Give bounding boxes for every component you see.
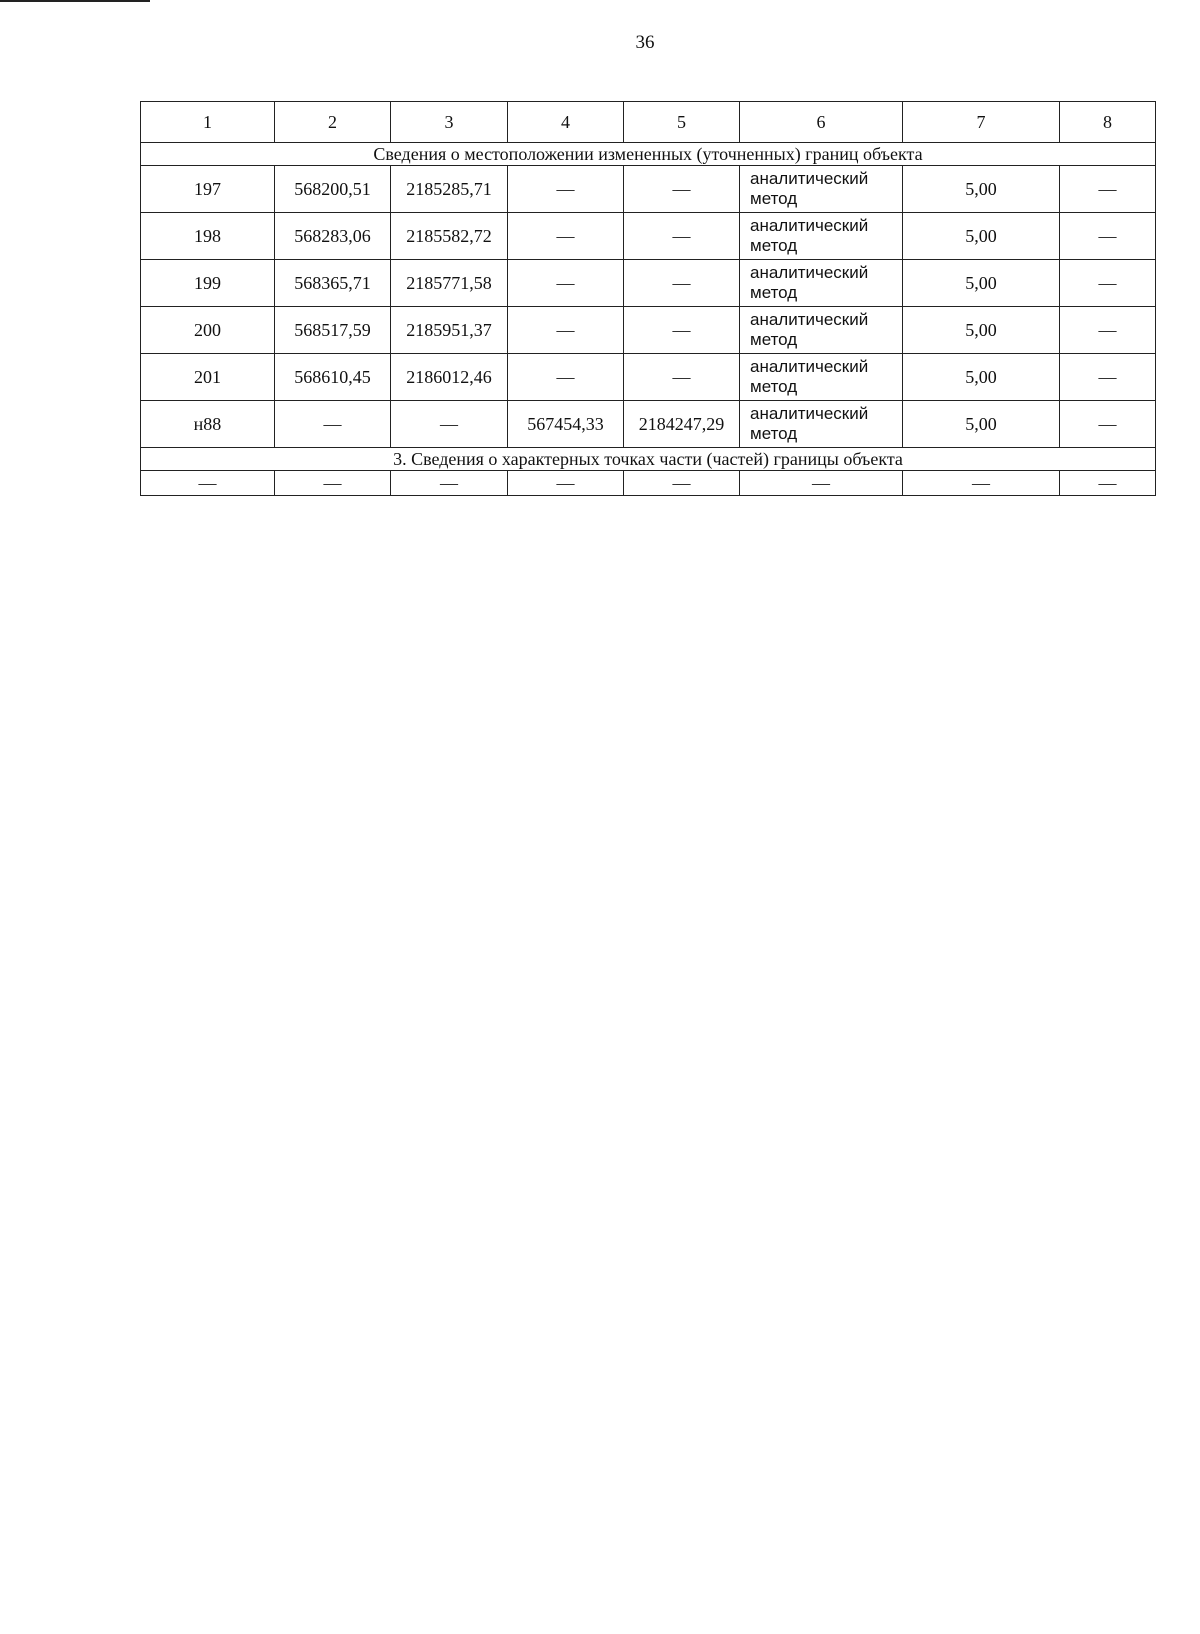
existing-x: 568610,45 <box>275 354 391 401</box>
column-number: 7 <box>903 102 1060 143</box>
column-number: 6 <box>740 102 903 143</box>
existing-x: 568200,51 <box>275 166 391 213</box>
new-x: — <box>508 260 624 307</box>
section-title-row <box>141 448 1156 471</box>
determination-method: аналитический метод <box>740 166 903 213</box>
determination-method: аналитический метод <box>740 213 903 260</box>
table-row <box>141 401 1156 448</box>
point-id: 201 <box>141 354 275 401</box>
table-row <box>141 166 1156 213</box>
section-title-row <box>141 143 1156 166</box>
determination-method: аналитический метод <box>740 260 903 307</box>
description: — <box>1060 354 1156 401</box>
table-row <box>141 260 1156 307</box>
column-number: 2 <box>275 102 391 143</box>
empty-cell: — <box>1060 471 1156 496</box>
empty-cell: — <box>903 471 1060 496</box>
section-title: 3. Сведения о характерных точках части (частей) границы объекта <box>141 448 1156 471</box>
new-y: — <box>624 166 740 213</box>
existing-x: — <box>275 401 391 448</box>
existing-y: 2186012,46 <box>391 354 508 401</box>
new-y: — <box>624 260 740 307</box>
point-id: 199 <box>141 260 275 307</box>
existing-y: 2185582,72 <box>391 213 508 260</box>
determination-method: аналитический метод <box>740 354 903 401</box>
point-id: 200 <box>141 307 275 354</box>
column-number: 3 <box>391 102 508 143</box>
accuracy: 5,00 <box>903 213 1060 260</box>
empty-cell: — <box>740 471 903 496</box>
description: — <box>1060 401 1156 448</box>
new-x: — <box>508 307 624 354</box>
empty-cell: — <box>624 471 740 496</box>
description: — <box>1060 213 1156 260</box>
existing-x: 568517,59 <box>275 307 391 354</box>
page-number: 36 <box>635 32 655 53</box>
new-y: — <box>624 307 740 354</box>
accuracy: 5,00 <box>903 260 1060 307</box>
scan-edge-mark <box>0 0 150 2</box>
new-x: — <box>508 166 624 213</box>
point-id: н88 <box>141 401 275 448</box>
new-x: — <box>508 354 624 401</box>
existing-y: — <box>391 401 508 448</box>
empty-cell: — <box>508 471 624 496</box>
existing-x: 568365,71 <box>275 260 391 307</box>
existing-x: 568283,06 <box>275 213 391 260</box>
column-number: 8 <box>1060 102 1156 143</box>
empty-cell: — <box>275 471 391 496</box>
new-y: 2184247,29 <box>624 401 740 448</box>
description: — <box>1060 260 1156 307</box>
new-y: — <box>624 354 740 401</box>
boundary-coordinates-table <box>140 101 1156 496</box>
determination-method: аналитический метод <box>740 401 903 448</box>
column-number: 4 <box>508 102 624 143</box>
point-id: 197 <box>141 166 275 213</box>
point-id: 198 <box>141 213 275 260</box>
table-row <box>141 354 1156 401</box>
new-y: — <box>624 213 740 260</box>
table-row <box>141 213 1156 260</box>
empty-cell: — <box>391 471 508 496</box>
empty-cell: — <box>141 471 275 496</box>
table-row <box>141 471 1156 496</box>
column-number: 5 <box>624 102 740 143</box>
section-title: Сведения о местоположении измененных (уточненных) границ объекта <box>141 143 1156 166</box>
description: — <box>1060 166 1156 213</box>
existing-y: 2185951,37 <box>391 307 508 354</box>
table-row <box>141 307 1156 354</box>
accuracy: 5,00 <box>903 166 1060 213</box>
existing-y: 2185771,58 <box>391 260 508 307</box>
accuracy: 5,00 <box>903 401 1060 448</box>
determination-method: аналитический метод <box>740 307 903 354</box>
accuracy: 5,00 <box>903 307 1060 354</box>
description: — <box>1060 307 1156 354</box>
column-number: 1 <box>141 102 275 143</box>
accuracy: 5,00 <box>903 354 1060 401</box>
existing-y: 2185285,71 <box>391 166 508 213</box>
new-x: — <box>508 213 624 260</box>
column-number-row <box>141 102 1156 143</box>
new-x: 567454,33 <box>508 401 624 448</box>
